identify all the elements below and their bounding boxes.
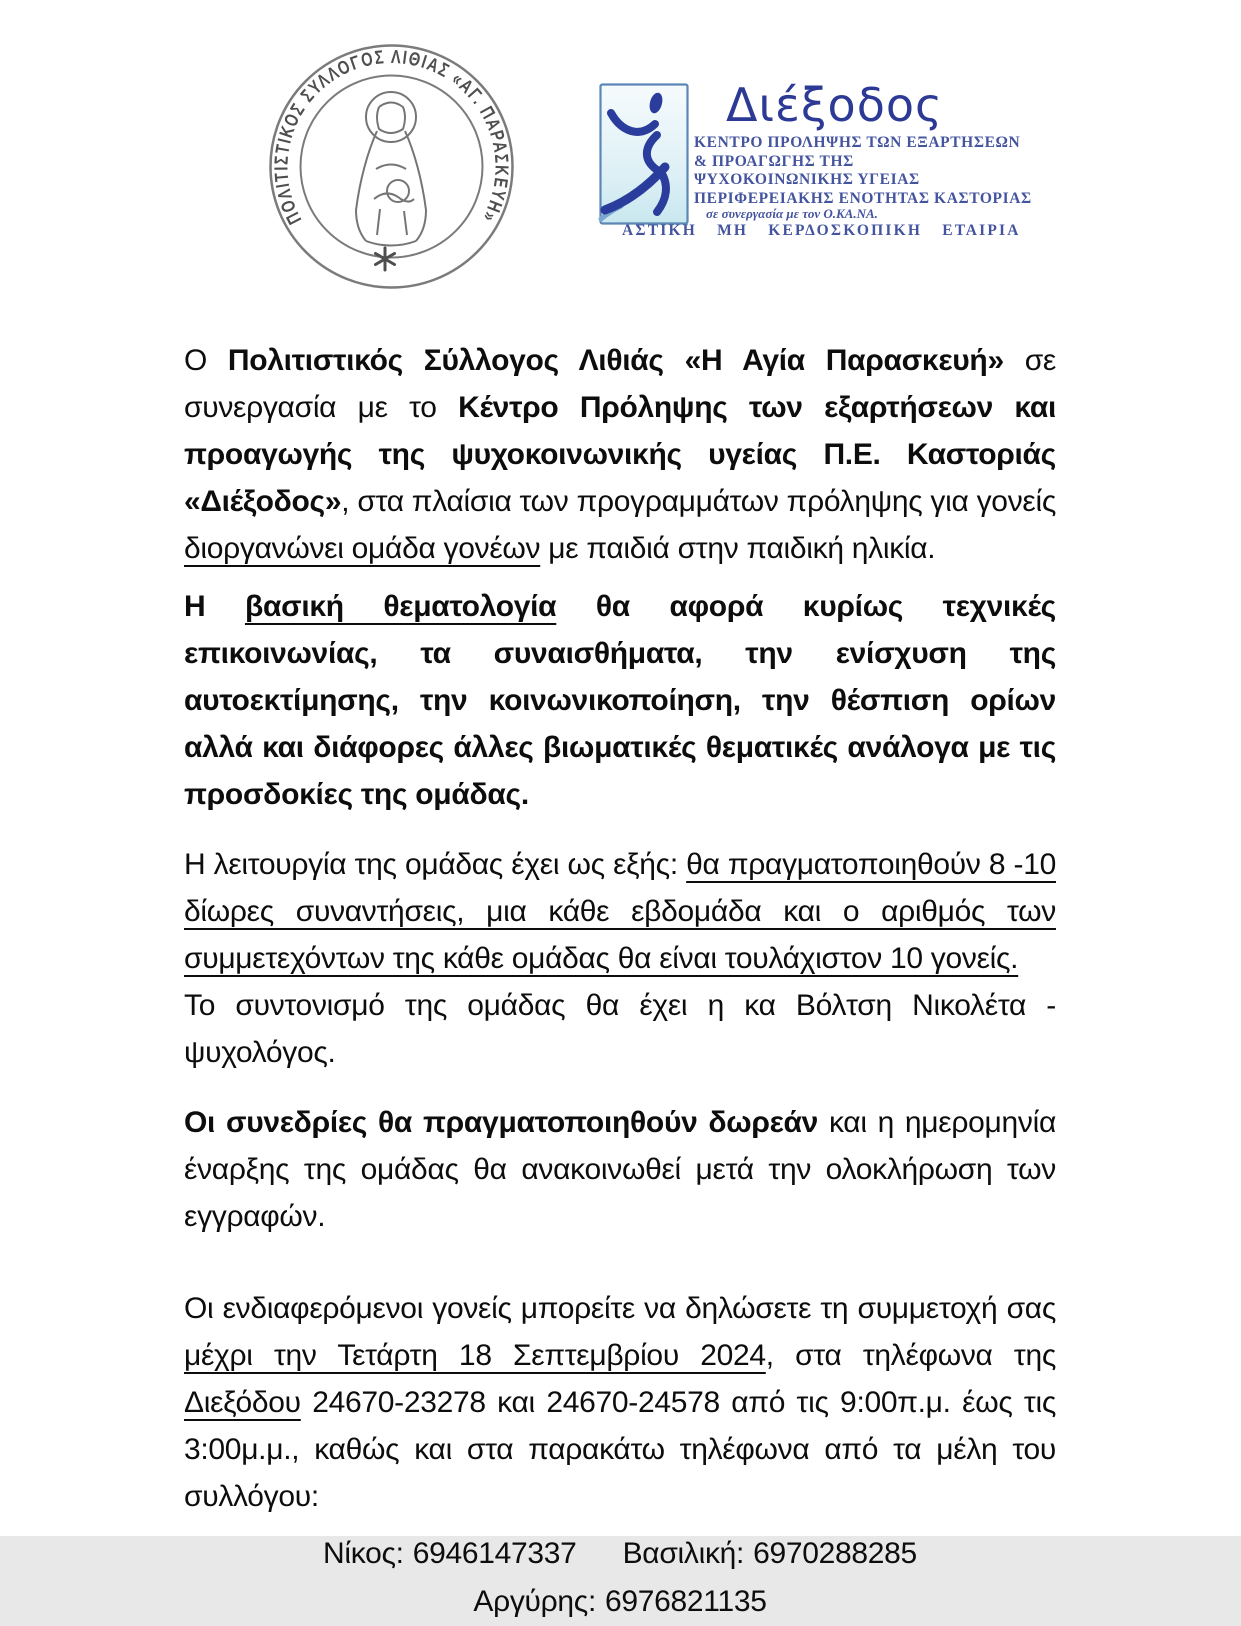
paragraph-registration	[184, 1285, 1056, 1520]
okana-cooperation-line: σε συνεργασία με τον Ο.ΚΑ.ΝΑ.	[706, 206, 878, 221]
text-segment: μέχρι την Τετάρτη 18 Σεπτεμβρίου 2024	[184, 1339, 766, 1372]
text-segment: και η ημερομηνία έναρξης της ομάδας θα ανακοινωθεί μετά την ολοκλήρωση των εγγραφών.	[184, 1106, 1056, 1233]
asterisk-icon	[376, 248, 395, 270]
paragraph-free-sessions	[184, 1099, 1056, 1240]
contact-number: 6946147337	[412, 1537, 577, 1570]
text-segment: Η	[184, 590, 245, 623]
contact-number: 6970288285	[753, 1537, 917, 1570]
text-segment: σε συνεργασία με το	[184, 344, 1057, 424]
text-segment: 24670-23278 και 24670-24578 από τις 9:00π.μ. έως τις 3:00μ.μ., καθώς και στα παρακάτω τηλέφωνα από τα μέλη του συλλόγου:	[184, 1386, 1056, 1513]
text-segment: θα πραγματοποιηθούν 8 -10 δίωρες συναντήσεις, μια κάθε εβδομάδα και ο αριθμός των συμμετεχόντων της κάθε ομάδας θα είναι τουλάχιστον 10 γονείς.	[184, 848, 1056, 975]
stamp-graphic	[263, 38, 520, 295]
contact-label: Νίκος:	[323, 1537, 404, 1570]
cultural-association-stamp	[263, 38, 520, 295]
contact-label: Αργύρης:	[473, 1585, 596, 1618]
stamp-outer-circle	[271, 46, 513, 288]
diexodos-subtitle	[694, 134, 1032, 208]
contact-vasiliki	[623, 1537, 917, 1570]
contact-row-1	[184, 1530, 1056, 1578]
diexodos-subtitle-line-4: ΠΕΡΙΦΕΡΕΙΑΚΗΣ ΕΝΟΤΗΤΑΣ ΚΑΣΤΟΡΙΑΣ	[694, 189, 1032, 207]
diexodos-title: Διέξοδος	[726, 78, 943, 132]
company-type-line: ΑΣΤΙΚΗ ΜΗ ΚΕΡΔΟΣΚΟΠΙΚΗ ΕΤΑΙΡΙΑ	[622, 222, 1021, 239]
text-segment: Κέντρο Πρόληψης των εξαρτήσεων και προαγωγής της ψυχοκοινωνικής υγείας Π.Ε. Καστοριάς «Διέξοδος»	[184, 391, 1056, 518]
contact-argyris	[473, 1585, 766, 1618]
text-segment: βασική θεματολογία	[244, 590, 557, 623]
document-body	[184, 337, 1056, 1626]
paragraph-intro	[184, 337, 1056, 572]
stamp-ring-text-path: ΠΟΛΙΤΙΣΤΙΚΟΣ ΣΥΛΛΟΓΟΣ ΛΙΘΙΑΣ «ΑΓ. ΠΑΡΑΣΚΕΥΗ»	[271, 46, 512, 229]
paragraph-topics	[184, 583, 1056, 818]
text-segment: Οι ενδιαφερόμενοι γονείς μπορείτε να δηλώσετε τη συμμετοχή σας	[184, 1292, 1056, 1325]
text-segment: Πολιτιστικός Σύλλογος Λιθιάς «Η Αγία Παρασκευή»	[227, 344, 1004, 377]
diexodos-subtitle-line-2: & ΠΡΟΑΓΩΓΗΣ ΤΗΣ	[694, 152, 854, 170]
text-segment: διοργανώνει ομάδα γονέων	[184, 532, 541, 565]
diexodos-subtitle-line-1: ΚΕΝΤΡΟ ΠΡΟΛΗΨΗΣ ΤΩΝ ΕΞΑΡΤΗΣΕΩΝ	[694, 134, 1021, 151]
diexodos-figure-box	[599, 83, 689, 225]
contact-phones	[184, 1530, 1056, 1626]
contact-row-2	[184, 1578, 1056, 1626]
text-segment: , στα πλαίσια των προγραμμάτων πρόληψης για γονείς	[341, 485, 1056, 518]
virgin-mary-icon	[356, 92, 426, 246]
text-segment: Διεξόδου	[184, 1386, 301, 1419]
contact-label: Βασιλική:	[622, 1537, 745, 1570]
paragraph-operation	[184, 841, 1056, 982]
contact-number: 6976821135	[605, 1585, 767, 1618]
diexodos-subtitle-line-3: ΨΥΧΟΚΟΙΝΩΝΙΚΗΣ ΥΓΕΙΑΣ	[694, 171, 920, 188]
contact-nikos	[323, 1537, 577, 1570]
text-segment: Το συντονισμό της ομάδας θα έχει η κα Βόλτση Νικολέτα - ψυχολόγος.	[184, 989, 1056, 1069]
text-segment: Ο	[184, 344, 228, 377]
text-segment: θα αφορά κυρίως τεχνικές επικοινωνίας, τα συναισθήματα, την ενίσχυση της αυτοεκτίμησης, την κοινωνικοποίηση, την θέσπιση ορίων αλλά και διάφορες άλλες βιωματικές θεματικές ανάλογα με τις προσδοκίες της ομάδας.	[184, 590, 1056, 811]
text-segment: Η λειτουργία της ομάδας έχει ως εξής:	[184, 848, 687, 881]
paragraph-coordinator	[184, 982, 1056, 1076]
running-figure-icon	[599, 83, 689, 225]
text-segment: , στα τηλέφωνα της	[765, 1339, 1056, 1372]
text-segment: με παιδιά στην παιδική ηλικία.	[540, 532, 936, 565]
text-segment: Οι συνεδρίες θα πραγματοποιηθούν δωρεάν	[184, 1106, 819, 1139]
